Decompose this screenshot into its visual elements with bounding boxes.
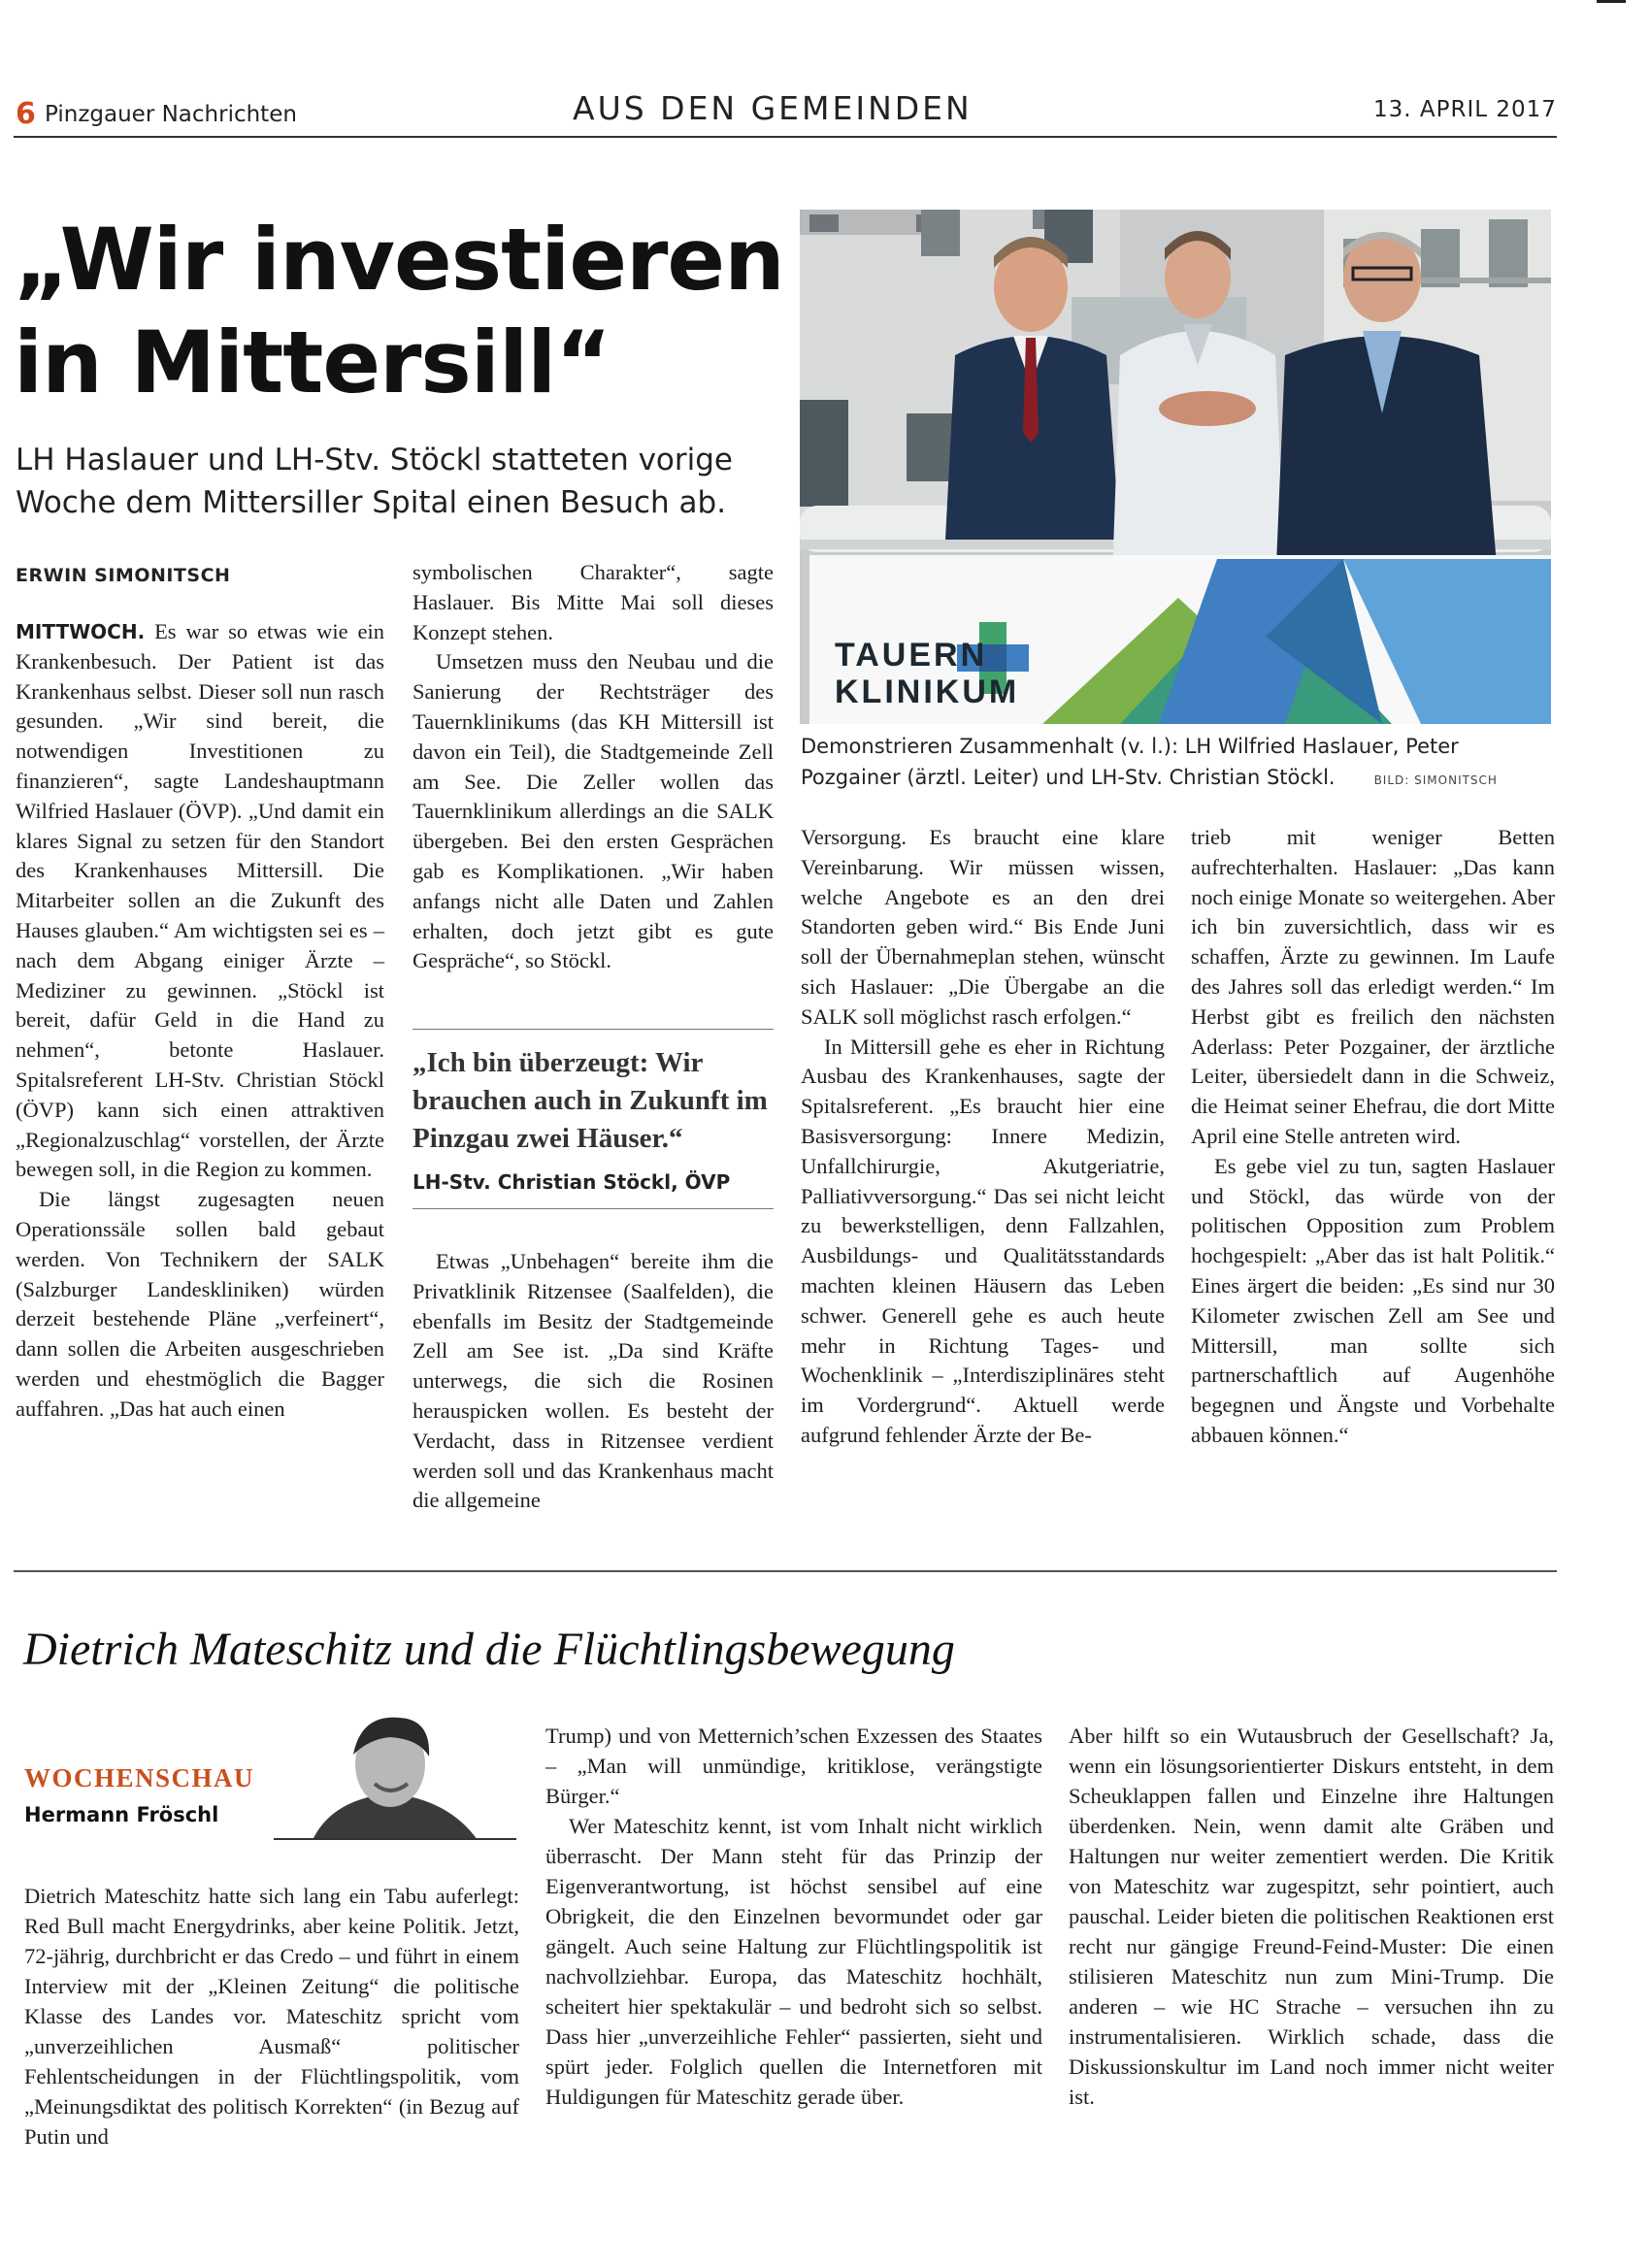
sign-text-1: TAUERN <box>835 637 988 674</box>
column-article-col-3 <box>1069 1721 1554 2112</box>
column-label: WOCHENSCHAU <box>24 1763 255 1792</box>
headline-line-2: in Mittersill“ <box>14 312 611 412</box>
page-number: 6 <box>16 97 36 131</box>
column-author: Hermann Fröschl <box>24 1803 219 1826</box>
scan-mark <box>1597 0 1626 3</box>
author-portrait <box>274 1710 516 1840</box>
photo-caption <box>801 731 1558 796</box>
photo-illustration <box>800 210 1551 724</box>
article-photo <box>800 210 1551 724</box>
issue-date: 13. APRIL 2017 <box>1373 97 1557 122</box>
caption-text: Demonstrieren Zusammenhalt (v. l.): LH Wilfried Haslauer, Peter Pozgainer (ärztl. Leiter) und LH-Stv. Christian Stöckl. <box>801 735 1459 789</box>
photo-credit: BILD: SIMONITSCH <box>1373 773 1498 787</box>
quote-divider-bottom <box>412 1208 774 1209</box>
article-column-1 <box>16 617 384 1425</box>
article-column-2-continued <box>412 1247 774 1516</box>
headline-2: Dietrich Mateschitz und die Flüchtlingsbewegung <box>23 1624 955 1675</box>
author-byline: ERWIN SIMONITSCH <box>16 565 231 586</box>
article-column-2 <box>412 558 774 976</box>
paragraph: Trump) und von Metternich’schen Exzessen des Staates – „Man will unmündige, kritiklose, verängstigte Bürger.“ <box>545 1724 1042 1808</box>
paragraph: Versorgung. Es braucht eine klare Vereinbarung. Wir müssen wissen, welche Angebote es an den drei Standorten geben wird.“ Bis Ende Juni soll der Übernahmeplan stehen, wünscht sich Haslauer: „Die Übergabe an die SALK soll möglichst rasch erfolgen.“ <box>801 825 1165 1029</box>
article-column-3 <box>801 823 1165 1451</box>
paragraph: trieb mit weniger Betten aufrechterhalten. Haslauer: „Das kann noch einige Monate so weitergehen. Aber ich bin zuversichtlich, dass wir es schaffen, Ärzte zu gewinnen. Im Laufe des Jahres soll das erledigt werden.“ Im Herbst gibt es freilich den nächsten Aderlass: Peter Pozgainer, der ärztliche Leiter, übersiedelt dann in die Schweiz, die Heimat seiner Ehefrau, die dort Mitte April eine Stelle antreten wird. <box>1191 825 1555 1148</box>
paragraph: Die längst zugesagten neuen Operationssäle sollen bald gebaut werden. Von Technikern der SALK (Salzburger Landeskliniken) würden derzeit bestehende Pläne „verfeinert“, dann sollen die Arbeiten ausgeschrieben werden und ehestmöglich die Bagger auffahren. „Das hat auch einen <box>16 1187 384 1421</box>
pull-quote: „Ich bin überzeugt: Wir brauchen auch in Zukunft im Pinzgau zwei Häuser.“ <box>412 1047 768 1154</box>
paragraph: Es gebe viel zu tun, sagten Haslauer und Stöckl, das würde von der politischen Opposition zum Problem hochgespielt: „Aber das ist halt Politik.“ Eines ärgert die beiden: „Es sind nur 30 Kilometer zwischen Zell am See und Mittersill, man sollte sich partnerschaftlich auf Augenhöhe begegnen und Ängste und Vorbehalte abbauen können.“ <box>1191 1153 1555 1447</box>
paper-name: Pinzgauer Nachrichten <box>45 102 297 127</box>
paragraph: Dietrich Mateschitz hatte sich lang ein Tabu auferlegt: Red Bull macht Energydrinks, aber keine Politik. Jetzt, 72-jährig, durchbricht er das Credo – und führt in einem Interview mit der „Kleinen Zeitung“ die politische Klasse des Landes vor. Mateschitz spricht vom „unverzeihlichen Ausmaß“ politischer Fehlentscheidungen in der Flüchtlingspolitik, vom „Meinungsdiktat des politisch Korrekten“ (in Bezug auf Putin und <box>24 1884 519 2149</box>
paragraph: symbolischen Charakter“, sagte Haslauer. Bis Mitte Mai soll dieses Konzept stehen. <box>412 560 774 644</box>
section-title: AUS DEN GEMEINDEN <box>573 89 973 127</box>
paragraph <box>16 617 384 1185</box>
paragraph: Etwas „Unbehagen“ bereite ihm die Privatklinik Ritzensee (Saalfelden), die ebenfalls im Besitz der Stadtgemeinde Zell am See ist. „Da sind Kräfte unterwegs, die sich die Rosinen herauspicken wollen. Es besteht der Verdacht, dass in Ritzensee verdient werden soll und das Krankenhaus macht die allgemeine <box>412 1249 774 1513</box>
paragraph: Wer Mateschitz kennt, ist vom Inhalt nicht wirklich überrascht. Der Mann steht für das Prinzip der Eigenverantwortung, ist höchst sensibel auf eine Obrigkeit, die den Einzelnen bevormundet oder gar gängelt. Auch seine Haltung zur Flüchtlingspolitik ist nachvollziehbar. Europa, das Mateschitz hochhält, scheitert hier spektakulär – und bedroht sich so selbst. Dass hier „unverzeihliche Fehler“ passierten, sieht und spürt jeder. Folglich quellen die Internetforen mit Huldigungen für Mateschitz gerade über. <box>545 1814 1042 2109</box>
quote-divider-top <box>412 1029 774 1030</box>
dateline: MITTWOCH. <box>16 620 146 643</box>
portrait-illustration <box>274 1710 516 1840</box>
article-column-4 <box>1191 823 1555 1451</box>
article-divider <box>14 1570 1557 1572</box>
deck: LH Haslauer und LH-Stv. Stöckl statteten vorige Woche dem Mittersiller Spital einen Besuch ab. <box>16 443 733 520</box>
paragraph: Umsetzen muss den Neubau und die Sanierung der Rechtsträger des Tauernklinikums (das KH Mittersill ist davon ein Teil), die Stadtgemeinde Zell am See. Die Zeller wollen das Tauernklinikum allerdings an die SALK übergeben. Bei den ersten Gesprächen gab es Komplikationen. „Wir haben anfangs nicht alle Daten und Zahlen erhalten, doch jetzt gibt es gute Gespräche“, so Stöckl. <box>412 649 774 973</box>
header-divider <box>14 136 1557 138</box>
paragraph: Aber hilft so ein Wutausbruch der Gesellschaft? Ja, wenn ein lösungsorientierter Diskurs entsteht, in dem Scheuklappen fallen und Einzelne ihre Haltungen überdenken. Nein, wenn damit alte Gräben und Haltungen nur weiter zementiert werden. Die Kritik von Mateschitz war zugespitzt, sehr pointiert, auch pauschal. Leider bieten die politischen Reaktionen erst recht nur gängige Freund-Feind-Muster: Die einen stilisieren Mateschitz nun zum Mini-Trump. Die anderen – wie HC Strache – versuchen ihn zu instrumentalisieren. Wirklich schade, dass die Diskussionskultur im Land noch immer nicht weiter ist. <box>1069 1724 1554 2109</box>
sign-text-2: KLINIKUM <box>835 674 1020 710</box>
headline <box>14 209 800 414</box>
headline-line-1: „Wir investieren <box>14 210 784 310</box>
column-article-col-2 <box>545 1721 1042 2112</box>
column-article-col-1 <box>24 1881 519 2152</box>
paragraph: In Mittersill gehe es eher in Richtung Ausbau des Krankenhauses, sagte der Spitalsreferent. „Es braucht hier eine Basisversorgung: Innere Medizin, Unfallchirurgie, Akutgeriatrie, Palliativversorgung.“ Das sei nicht leicht zu bewerkstelligen, denn Fallzahlen, Ausbildungs- und Qualitätsstandards machten kleinen Häusern das Leben schwer. Generell gehe es auch heute mehr in Richtung Tages- und Wochenklinik – „Interdisziplinäres steht im Vordergrund“. Aktuell werde aufgrund fehlender Ärzte der Be- <box>801 1034 1165 1447</box>
pull-quote-source: LH-Stv. Christian Stöckl, ÖVP <box>412 1170 731 1194</box>
paragraph-text: Es war so etwas wie ein Krankenbesuch. Der Patient ist das Krankenhaus selbst. Dieser soll nun rasch gesunden. „Wir sind bereit, die notwendigen Investitionen zu finanzieren“, sagte Landeshauptmann Wilfried Haslauer (ÖVP). „Und damit ein klares Signal zu setzen für den Standort des Krankenhauses Mittersill. Die Mitarbeiter sollen an die Zukunft des Hauses glauben.“ Am wichtigsten sei es – nach dem Abgang einiger Ärzte – Mediziner zu gewinnen. „Stöckl ist bereit, dafür Geld in die Hand zu nehmen“, betonte Haslauer. Spitalsreferent LH-Stv. Christian Stöckl (ÖVP) kann sich einen attraktiven „Regionalzuschlag“ vorstellen, der Ärzte bewegen soll, in die Region zu kommen. <box>16 619 384 1182</box>
